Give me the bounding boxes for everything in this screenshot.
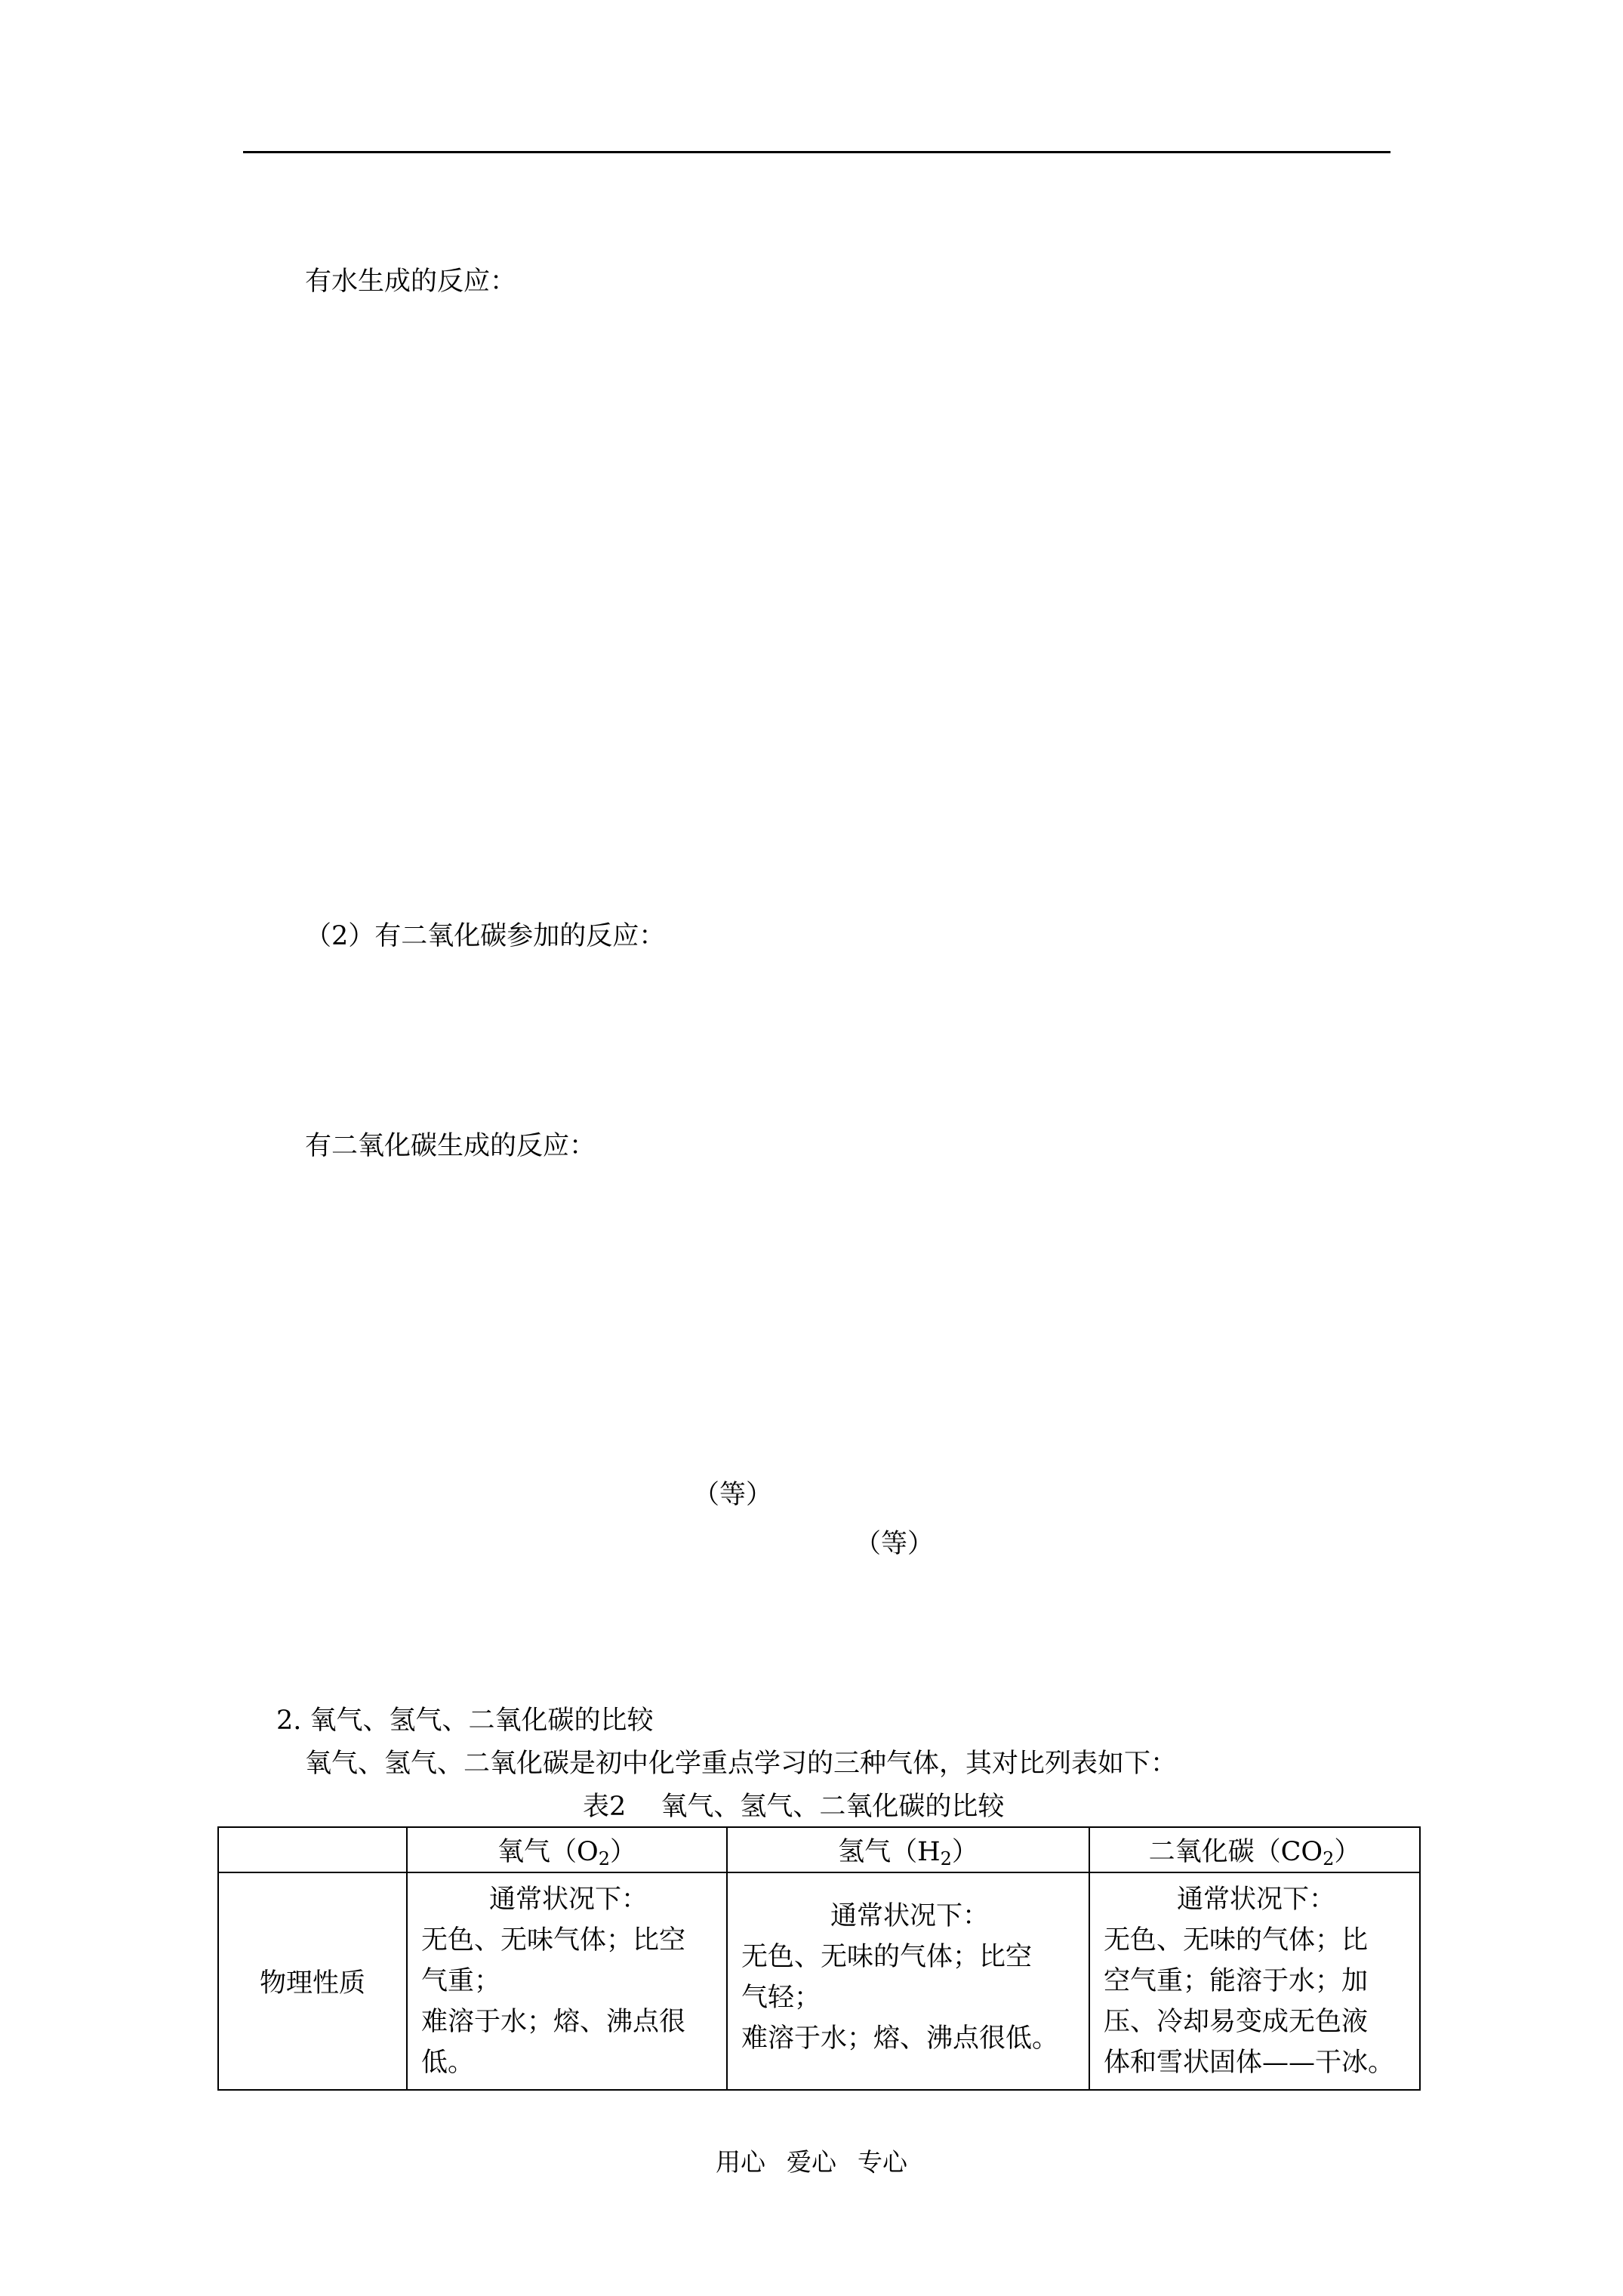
footer-word: 专心 [858, 2147, 907, 2177]
oxygen-prop-line: 难溶于水；熔、沸点很 [421, 2007, 686, 2037]
oxygen-prop-line: 无色、无味气体；比空 [421, 1925, 686, 1955]
hydrogen-prop-line: 气轻； [741, 1983, 821, 2013]
co2-prop-line: 空气重；能溶于水；加 [1104, 1966, 1369, 1996]
co2-properties-cell [1089, 1872, 1420, 2090]
table-corner-cell [218, 1827, 407, 1872]
hydrogen-properties-cell [727, 1872, 1089, 2090]
hydrogen-header-name: 氢气（H [838, 1837, 941, 1867]
gas-comparison-table [217, 1826, 1421, 2091]
oxygen-prop-line: 低。 [421, 2048, 475, 2078]
page-footer [0, 2143, 1623, 2178]
co2-participate-line: （2）有二氧化碳参加的反应： [305, 921, 666, 951]
co2-prop-line: 通常状况下： [1176, 1885, 1335, 1915]
hydrogen-header-sub: 2 [940, 1848, 952, 1869]
co2-header-name: 二氧化碳（CO [1148, 1837, 1323, 1867]
co2-header [1089, 1827, 1420, 1872]
oxygen-prop-line: 气重； [421, 1966, 501, 1996]
hydrogen-header-close: ） [951, 1837, 978, 1867]
hydrogen-prop-line: 难溶于水；熔、沸点很低。 [741, 2023, 1059, 2054]
header-rule [243, 151, 1390, 153]
hydrogen-prop-line: 通常状况下： [830, 1901, 989, 1931]
etc-line-2: （等） [855, 1529, 935, 1559]
oxygen-properties-cell [407, 1872, 727, 2090]
co2-prop-line: 压、冷却易变成无色液 [1104, 2007, 1369, 2037]
table-header-row [218, 1827, 1420, 1872]
section-intro: 氧气、氢气、二氧化碳是初中化学重点学习的三种气体，其对比列表如下： [305, 1749, 1178, 1779]
oxygen-header-name: 氧气（O [497, 1837, 599, 1867]
co2-produced-line: 有二氧化碳生成的反应： [305, 1131, 596, 1161]
co2-prop-line: 无色、无味的气体；比 [1104, 1925, 1369, 1955]
table-caption: 表2 氧气、氢气、二氧化碳的比较 [583, 1792, 1005, 1822]
etc-line-1: （等） [693, 1480, 773, 1510]
co2-header-sub: 2 [1323, 1848, 1335, 1869]
oxygen-header-sub: 2 [598, 1848, 610, 1869]
physical-properties-row [218, 1872, 1420, 2090]
hydrogen-header [727, 1827, 1089, 1872]
oxygen-header-close: ） [609, 1837, 636, 1867]
footer-word: 用心 [716, 2147, 765, 2177]
water-produced-line: 有水生成的反应： [305, 267, 517, 297]
oxygen-header [407, 1827, 727, 1872]
co2-prop-line: 体和雪状固体——干冰。 [1104, 2048, 1395, 2078]
section-heading: 2. 氧气、氢气、二氧化碳的比较 [276, 1706, 654, 1736]
oxygen-prop-line: 通常状况下： [488, 1885, 648, 1915]
footer-word: 爱心 [787, 2147, 836, 2177]
hydrogen-prop-line: 无色、无味的气体；比空 [741, 1942, 1033, 1972]
physical-properties-label: 物理性质 [218, 1872, 407, 2090]
co2-header-close: ） [1334, 1837, 1361, 1867]
